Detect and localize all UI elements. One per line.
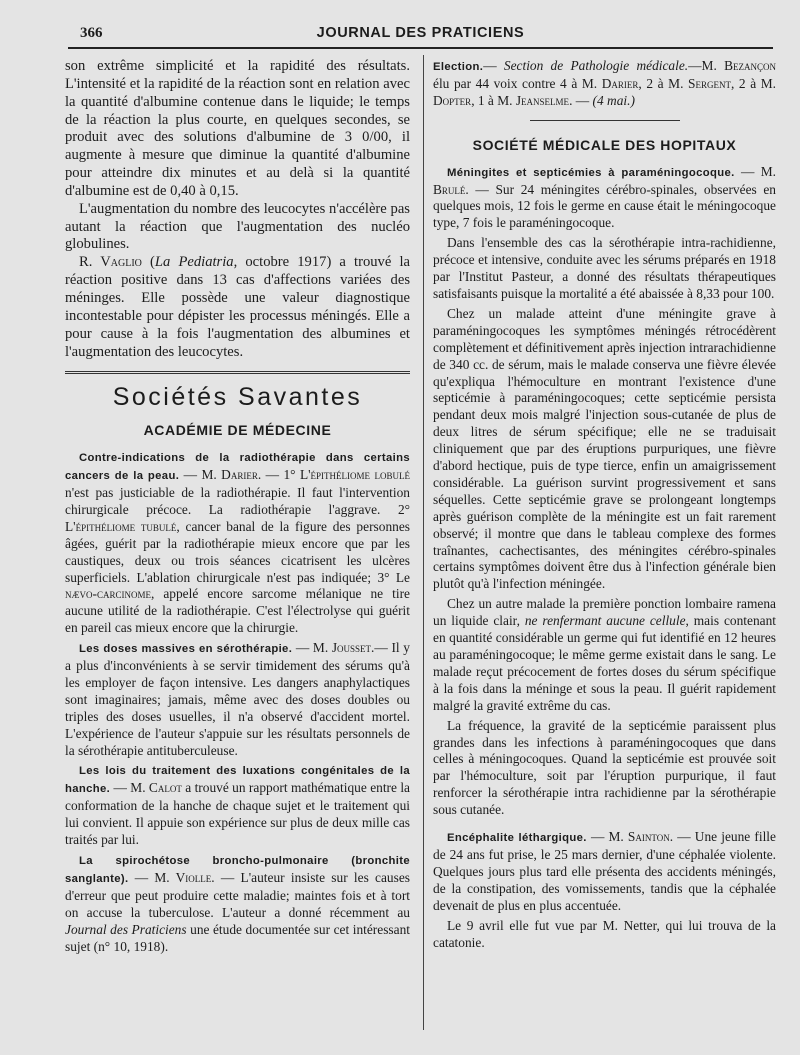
vaglio-paragraph: R. Vaglio (La Pediatria, octobre 1917) a trouvé la réaction positive dans 13 cas d'affections variées des méninges. Elle possède une valeur diagnostique incontestable pour dépister les processus méningés. Elle a pour cause à la fois l'augmentation des albumines et l'augmentation des leucocytes. [65,254,410,360]
election-text-b: élu par 44 voix contre 4 à M. [433,75,598,91]
left-column [65,58,410,958]
section-title: Sociétés Savantes [112,383,363,412]
epitheliome-lobule: 1° L'épithéliome lobulé [283,467,410,483]
hanche-author: M. Calot [130,780,182,796]
journal-title: JOURNAL DES PRATICIENS [316,25,525,41]
spirochetose-item: La spirochétose broncho-pulmonaire (bronchite sanglante). — M. Violle. — L'auteur insiste sur les causes d'erreur que peut produire cette maladie; maintes fois et à tort on accuse la tuberculose. L'auteur a donné récemment au Journal des Praticiens une étude documentée sur cet intéressant sujet (n° 10, 1918). [65,855,410,954]
spirochetose-author: M. Violle. [154,869,215,885]
election-text-e: , 1 à M. [471,92,513,108]
election-title: Election. [433,61,484,73]
spirochetose-text-1: L'auteur insiste sur les causes d'erreur que peut produire cette maladie; maintes fois et à tort on accuse la tuberculose. L'auteur a donné récemment au [65,869,410,920]
encephalite-p2: Le 9 avril elle fut vue par M. Netter, qui lui trouva de la catatonie. [433,917,776,950]
meningites-author: M. Brulé. [433,163,776,197]
doses-text: Il y a plus d'inconvénients à se servir timidement des sérums qu'à les employer de façon intensive. Les dangers anaphylactiques sont imaginaires; jamais, même avec des doses doubles ou triples des doses usuelles, il n'a observé d'accident mortel. L'expérience de l'auteur s'appuie sur les résultats personnels de la sérothérapie antituberculeuse. [65,640,410,758]
name-darier: Darier [601,75,639,91]
meningites-p2: Dans l'ensemble des cas la sérothérapie intra-rachidienne, précoce et intensive, conduite avec les sérums préparés en 1918 par l'Institut Pasteur, a donné des résultats thérapeutiques satisfaisants puisque la mortalité a été abaissée à 8,33 pour 100. [433,235,776,301]
doses-item: Les doses massives en sérothérapie. — M. Jousset.— Il y a plus d'inconvénients à se servir timidement des sérums qu'à les employer de façon intensive. Les dangers anaphylactiques sont imaginaires; jamais, même avec des doses doubles ou triples des doses usuelles, il n'a observé d'accident mortel. L'expérience de l'auteur s'appuie sur les résultats personnels de la sérothérapie antituberculeuse. [65,640,410,758]
election-section: Section de Pathologie médicale. [503,58,689,73]
journal-reference: Journal des Praticiens [65,921,187,937]
election-text-f: . — [569,92,590,108]
header-rule [68,47,773,49]
meningites-p4 [433,596,776,714]
epitheliome-tubule: L'épithéliome tubulé [65,518,177,534]
meningites-p4-italic: ne renfermant aucune cellule [524,613,686,629]
vaglio-author: R. Vaglio [79,254,142,271]
spirochetose-text-2: une étude documentée sur cet intéressant sujet (n° 10, 1918). [65,921,410,954]
radiotherapie-item: Contre-indications de la radiothérapie dans certains cancers de la peau. — M. Darier. — 1° L'épithéliome lobulé n'est pas justiciable de la radiothérapie. Il faut l'intervention chirurgicale précoce. La radiothérapie l'aggrave. 2° L'épithéliome tubulé, cancer banal de la figure des personnes âgées, guérit par la radiothérapie mieux encore que par les caustiques, deux ou trois séances cicatrisent les ulcères superficiels. L'ablation chirurgicale n'est pas indiquée; 3° Le nævo-carcinome, appelé encore sarcome mélanique ne tire aucune utilité de la radiothérapie. C'est l'électrolyse qui guérit en pareil cas mieux encore que la chirurgie. [65,452,410,636]
section-rule [65,371,410,377]
meningites-p3: Chez un malade atteint d'une méningite grave à paraméningocoques les symptômes méningés rétrocédèrent complètement et définitivement après injection intrarachidienne de 340 cc. de sérum, mais le malade conserva une fièvre élevée qu'expliqua l'hémoculture en montrant l'existence d'une septicémie à paraméningocoques; cette septicémie persista pendant deux mois malgré l'injection sous-cutanée de plus de deux litres de sérum spécifique; elle ne se traduisait cliniquement que par des éruptions purpuriques, une fièvre d'abord hectique, puis de type tierce, enfin un amaigrissement considérable. La guérison survint progressivement et sans séquelles. Cette septicémie grave se prolongeant longtemps après guérison complète de la méningite est un fait rarement observé; il montre que dans le tableau complexe des formes traînantes, cachectisantes, des méningites cérébro-spinales certains symptômes doivent être dus à l'infection générale bien plutôt qu'à l'infection méningée. [433,305,776,592]
radiotherapie-text-1: n'est pas justiciable de la radiothérapie. Il faut l'intervention chirurgicale précoce. La radiothérapie l'aggrave. 2° [65,484,410,517]
election-date: (4 mai.) [592,92,635,108]
radiotherapie-author: M. Darier. [201,467,262,483]
page-header [68,20,773,48]
election-text-a: M. [701,58,717,73]
hanche-title: Les lois du traitement des luxations congénitales de la hanche. [65,765,410,796]
radiotherapie-text-3: , appelé encore sarcome mélanique ne tire aucune utilité de la radiothérapie. C'est l'électrolyse qui guérit en pareil cas mieux encore que la chirurgie. [65,586,410,636]
meningites-p1: Sur 24 méningites cérébro-spinales, observées en quelques mois, 12 fois le germe en cause était le méningocoque type, 7 fois le paraméningocoque. [433,181,777,231]
spirochetose-title: La spirochétose broncho-pulmonaire (bronchite sanglante). [65,855,410,885]
encephalite-item: Encéphalite léthargique. — M. Sainton. — Une jeune fille de 24 ans fut prise, le 25 mars dernier, d'une céphalée violente. Quelques jours plus tard elle présenta des accidents méningés, de la constipation, des vomissements, tandis que la céphalée devenait de plus en plus accentuée. [433,829,776,913]
encephalite-title: Encéphalite léthargique. [447,832,587,845]
intro-text [65,58,410,361]
radiotherapie-text-2: , cancer banal de la figure des personnes âgées, guérit par la radiothérapie mieux encore que par les caustiques, deux ou trois séances cicatrisent les ulcères superficiels. L'ablation chirurgicale n'est pas indiquée; 3° Le [65,518,410,585]
meningites-p4-b: , mais contenant en quantité considérable un germe qui fut identifié en 12 heures au paraméningocoque; le même germe existait dans le sang. Le malade reçut précocement de fortes doses du sérum spécifique à la fois dans la méninge et sous la peau. Il guérit rapidement malgré la gravité extrême du cas. [433,613,776,713]
society-title: SOCIÉTÉ MÉDICALE DES HOPITAUX [472,136,737,153]
name-jeanselme: Jeanselme [515,92,570,108]
doses-title: Les doses massives en sérothérapie. [79,643,293,656]
name-dopter: Dopter [433,92,472,108]
page-number: 366 [80,25,103,41]
meningites-p4-a: Chez un autre malade la première ponction lombaire ramena un liquide clair, [433,596,776,629]
radiotherapie-title: Contre-indications de la radiothérapie dans certains cancers de la peau. [65,452,410,483]
vaglio-text: , octobre 1917) a trouvé la réaction positive dans 13 cas d'affections variées des méninges. Elle possède une valeur diagnostique incontestable pour dépister les processus méningés. Elle a pour cause à la fois l'augmentation des albumines et l'augmentation des leucocytes. [65,254,410,360]
election-item: Election.— Section de Pathologie médicale.—M. Bezançon élu par 44 voix contre 4 à M. Darier, 2 à M. Sergent, 2 à M. Dopter, 1 à M. Jeanselme. — (4 mai.) [433,58,776,108]
meningites-title: Méningites et septicémies à paraméningocoque. [447,166,735,179]
hanche-item: Les lois du traitement des luxations congénitales de la hanche. — M. Calot a trouvé un rapport mathématique entre la conformation de la hanche de chaque sujet et le traitement qui lui convient. Il appuie son expérience sur plus de deux mille cas traités par lui. [65,765,411,848]
vaglio-source: La Pediatria [154,254,234,271]
intro-paragraph-1: son extrême simplicité et la rapidité des résultats. L'intensité et la rapidité de la réaction sont en relation avec la quantité d'albumine contenue dans le liquide; le temps de la réaction la plus courte, en quelques secondes, se produit avec des solutions d'albumine de 3 0/00, il augmente à mesure que diminue la quantité d'albumine pour atteindre dix minutes et au delà si la quantité d'albumine est de 0,40 à 0,15. [65,58,410,199]
right-column [433,58,776,954]
naevo-carcinome: nævo-carcinome [65,586,151,602]
election-text-d: , 2 à M. [730,75,776,91]
name-bezancon: Bezançon [724,58,776,73]
academy-title: ACADÉMIE DE MÉDECINE [143,422,332,439]
intro-paragraph-2: L'augmentation du nombre des leucocytes n'accélère pas autant la réaction que l'augmentation des nucléo globulines. [65,200,410,253]
meningites-p5: La fréquence, la gravité de la septicémie paraissent plus grandes dans les infections à paraméningocoques que dans celles à méningocoques. Quand la septicémie est prouvée soit par l'hémoculture, soit par l'éruption purpurique, il faut renforcer la sérothérapie intra rachidienne par la sérothérapie sous cutanée. [433,717,776,818]
election-text-c: , 2 à M. [638,75,684,91]
hanche-text: a trouvé un rapport mathématique entre la conformation de la hanche de chaque sujet et le traitement qui lui convient. Il appuie son expérience sur plus de deux mille cas traités par lui. [65,780,411,848]
short-rule [530,120,680,121]
encephalite-p1: Une jeune fille de 24 ans fut prise, le 25 mars dernier, d'une céphalée violente. Quelques jours plus tard elle présenta des accidents méningés, de la constipation, des vomissements, tandis que la céphalée devenait de plus en plus accentuée. [433,829,776,913]
doses-author: M. Jousset. [312,640,375,656]
encephalite-author: M. Sainton. [608,829,674,845]
name-sergent: Sergent [688,75,731,91]
meningites-item: Méningites et septicémies à paraméningocoque. — M. Brulé. — Sur 24 méningites cérébro-spinales, observées en quelques mois, 12 fois le germe en cause était le méningocoque type, 7 fois le paraméningocoque. [433,163,777,231]
column-divider [423,55,424,1030]
